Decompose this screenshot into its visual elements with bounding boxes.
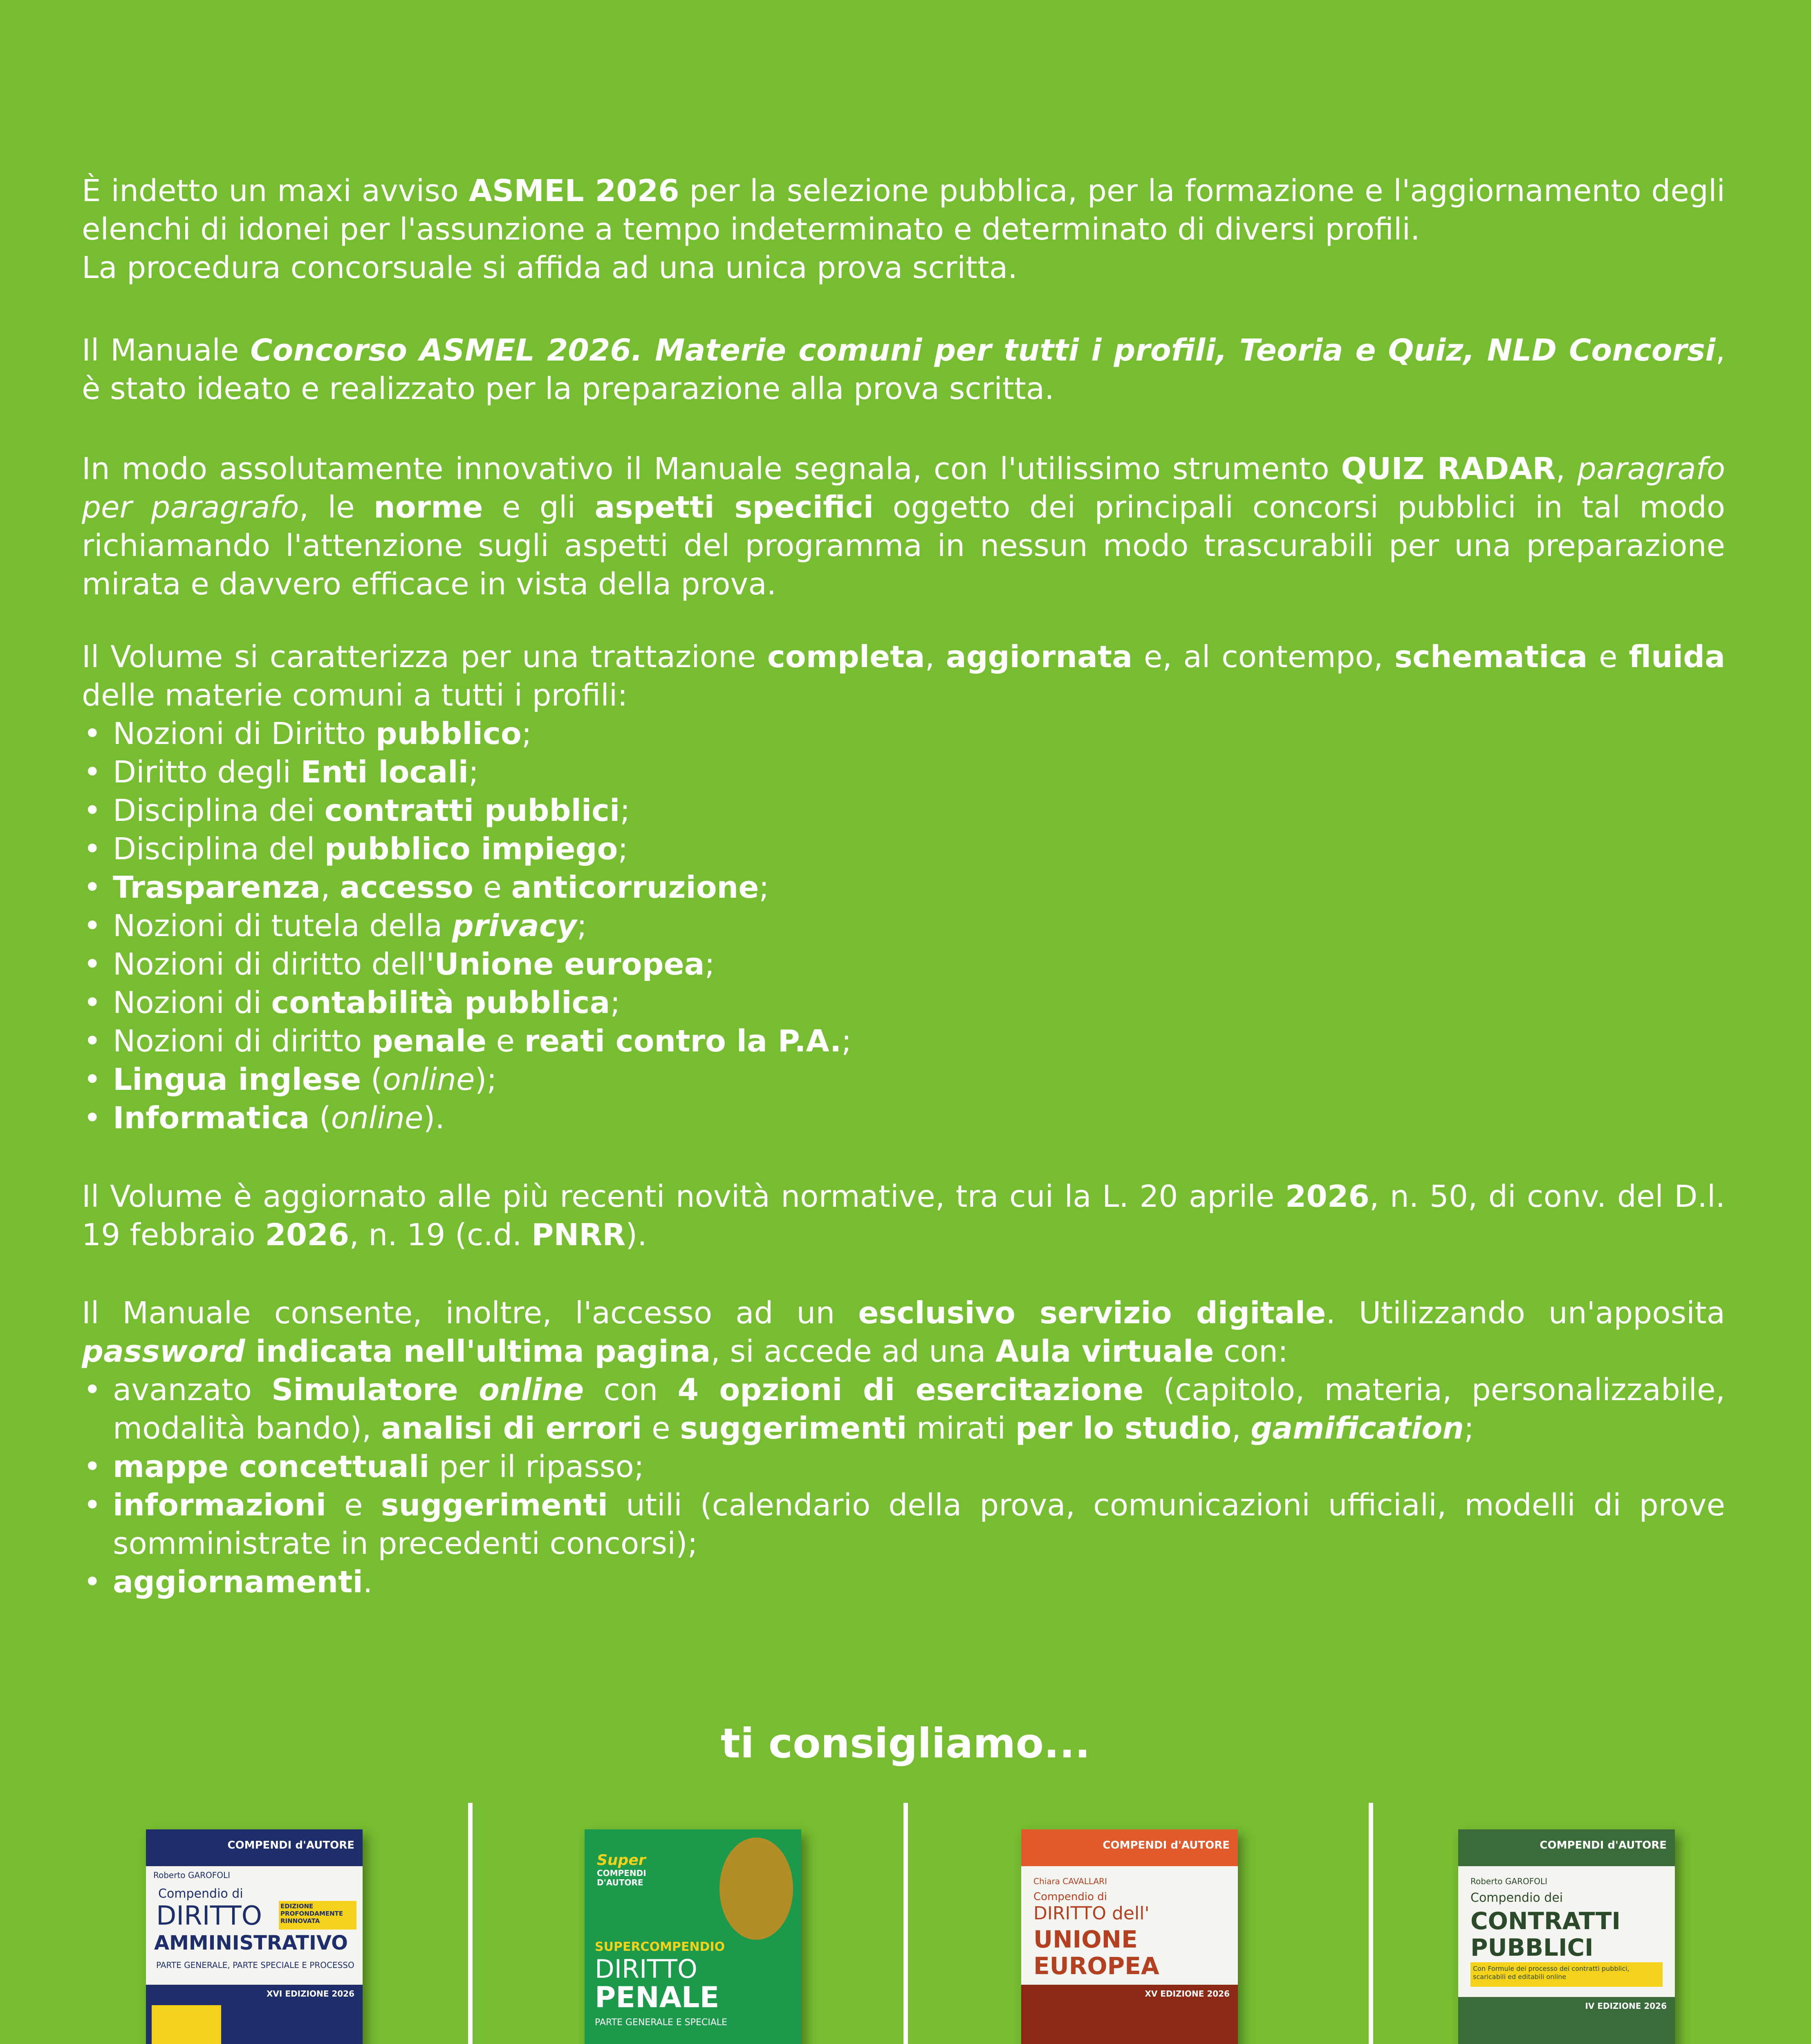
manual-paragraph: Il Manuale Concorso ASMEL 2026. Materie comuni per tutti i profili, Teoria e Quiz, NLD Concorsi, è stato ideato e realizzato per la preparazione alla prova scritta. xyxy=(82,333,1725,406)
cover-pre: Compendio dei xyxy=(1470,1891,1563,1905)
subjects-list xyxy=(82,715,1725,1137)
cover-title: DIRITTO dell' xyxy=(1033,1903,1150,1924)
cover-header xyxy=(1458,1829,1675,1866)
cover-series: COMPENDI d'AUTORE xyxy=(227,1839,354,1851)
cover-subtitle: PARTE GENERALE, PARTE SPECIALE E PROCESSO xyxy=(156,1960,354,1970)
cover-panel xyxy=(1458,1997,1675,2044)
cover-pre: Compendio di xyxy=(1033,1891,1107,1903)
list-item: • Diritto degli Enti locali; xyxy=(82,753,1725,791)
cover-title: UNIONE xyxy=(1033,1925,1138,1953)
cover-pre: SUPERCOMPENDIO xyxy=(595,1940,725,1954)
book-cover-diritto-penale[interactable] xyxy=(585,1829,801,2044)
list-item: • Nozioni di tutela della privacy; xyxy=(82,907,1725,945)
divider xyxy=(903,1803,908,2044)
list-item: • Nozioni di Diritto pubblico; xyxy=(82,715,1725,753)
cover-author: Chiara CAVALLARI xyxy=(1033,1876,1107,1886)
cover-super: Super xyxy=(597,1852,646,1869)
cover-edition: IV EDIZIONE 2026 xyxy=(1585,2001,1667,2011)
cover-subtitle: Con Formule dei processo dei contratti pubblici, scaricabili ed editabili online xyxy=(1470,1962,1663,1987)
cover-title: PENALE xyxy=(595,1981,719,2014)
digital-features-list xyxy=(82,1371,1725,1601)
cover-title: DIRITTO xyxy=(595,1954,697,1984)
cover-note xyxy=(152,2005,221,2044)
quiz-radar-paragraph: In modo assolutamente innovativo il Manuale segnala, con l'utilissimo strumento QUIZ RADAR, paragrafo per paragrafo, le norme e gli aspetti specifici oggetto dei principali concorsi pubblici in tal modo richiamando l'attenzione sugli aspetti del programma in nessun modo trascurabili per una preparazione mirata e davvero efficace in vista della prova. xyxy=(82,451,1726,602)
cover-title: AMMINISTRATIVO xyxy=(154,1932,348,1954)
cover-edition: XVI EDIZIONE 2026 xyxy=(267,1989,354,1999)
book-cover-diritto-amministrativo[interactable] xyxy=(146,1829,363,2044)
volume-section: Il Volume si caratterizza per una trattazione completa, aggiornata e, al contempo, schematica e fluida delle materie comuni a tutti i profili: • Nozioni di Diritto pubblico; • Diritto degli Enti locali; • Disciplina dei contratti pubblici; • Disciplina del pubblico impiego; • Trasparenza, accesso e anticorruzione; • Nozioni di tutela della privacy; • Nozioni di diritto dell'Unione europea; • Nozioni di contabilità pubblica; • Nozioni di diritto penale e reati contro la P.A.; • Lingua inglese (online); • Informatica (online). xyxy=(82,638,1725,1137)
divider xyxy=(468,1803,473,2044)
digital-section: Il Manuale consente, inoltre, l'accesso ad un esclusivo servizio digitale. Utilizzando un'apposita password indicata nell'ultima pagina, si accede ad una Aula virtuale con: • avanzato Simulatore online con 4 opzioni di esercitazione (capitolo, materia, personalizzabile, modalità bando), analisi di errori e suggerimenti mirati per lo studio, gamification; • mappe concettuali per il ripasso; • informazioni e suggerimenti utili (calendario della prova, comunicazioni ufficiali, modelli di prove somministrate in precedenti concorsi); • aggiornamenti. xyxy=(82,1294,1725,1601)
list-item: • Disciplina del pubblico impiego; xyxy=(82,830,1725,868)
cover-super: D'AUTORE xyxy=(597,1878,643,1887)
list-item: • Nozioni di diritto penale e reati contro la P.A.; xyxy=(82,1022,1725,1060)
update-paragraph: Il Volume è aggiornato alle più recenti novità normative, tra cui la L. 20 aprile 2026, n. 50, di conv. del D.l. 19 febbraio 2026, n. 19 (c.d. PNRR). xyxy=(82,1179,1725,1253)
cover-pre: Compendio di xyxy=(158,1887,243,1901)
recommendations-title: ti consigliamo... xyxy=(720,1719,1091,1767)
cover-subtitle: PARTE GENERALE E SPECIALE xyxy=(595,2017,727,2028)
list-item: • Disciplina dei contratti pubblici; xyxy=(82,791,1725,830)
cover-decoration xyxy=(719,1838,793,1940)
cover-header xyxy=(1021,1829,1238,1866)
divider xyxy=(1369,1803,1373,2044)
cover-author: Roberto GAROFOLI xyxy=(1470,1876,1547,1886)
intro-paragraph: È indetto un maxi avviso ASMEL 2026 per la selezione pubblica, per la formazione e l'aggiornamento degli elenchi di idonei per l'assunzione a tempo indeterminato e determinato di diversi profili. La procedura concorsuale si affida ad una unica prova scritta. xyxy=(82,173,1725,285)
cover-series: COMPENDI d'AUTORE xyxy=(1103,1839,1230,1851)
cover-series: COMPENDI d'AUTORE xyxy=(1540,1839,1667,1851)
list-item: • Informatica (online). xyxy=(82,1099,1725,1137)
list-item: • Lingua inglese (online); xyxy=(82,1060,1725,1099)
cover-header xyxy=(146,1829,363,1866)
list-item: • Trasparenza, accesso e anticorruzione; xyxy=(82,868,1725,907)
list-item: • Nozioni di contabilità pubblica; xyxy=(82,984,1725,1022)
list-item: • aggiornamenti. xyxy=(82,1563,1725,1601)
cover-title: CONTRATTI xyxy=(1470,1907,1621,1935)
list-item: • mappe concettuali per il ripasso; xyxy=(82,1448,1725,1486)
list-item: • avanzato Simulatore online con 4 opzioni di esercitazione (capitolo, materia, personalizzabile, modalità bando), analisi di errori e suggerimenti mirati per lo studio, gamification; xyxy=(82,1371,1725,1448)
list-item: • informazioni e suggerimenti utili (calendario della prova, comunicazioni ufficiali, modelli di prove somministrate in precedenti concorsi); xyxy=(82,1486,1725,1563)
book-cover-contratti-pubblici[interactable] xyxy=(1458,1829,1675,2044)
cover-panel xyxy=(146,1985,363,2044)
cover-title: DIRITTO xyxy=(156,1901,262,1931)
list-item: • Nozioni di diritto dell'Unione europea; xyxy=(82,945,1725,984)
book-cover-diritto-unione-europea[interactable] xyxy=(1021,1829,1238,2044)
cover-super: COMPENDI xyxy=(597,1868,646,1878)
cover-title: EUROPEA xyxy=(1033,1952,1159,1980)
cover-title: PUBBLICI xyxy=(1470,1934,1594,1961)
cover-author: Roberto GAROFOLI xyxy=(153,1870,230,1880)
cover-badge: EDIZIONE PROFONDAMENTE RINNOVATA xyxy=(279,1901,356,1930)
cover-panel xyxy=(1021,1985,1238,2044)
cover-edition: XV EDIZIONE 2026 xyxy=(1145,1989,1230,1999)
